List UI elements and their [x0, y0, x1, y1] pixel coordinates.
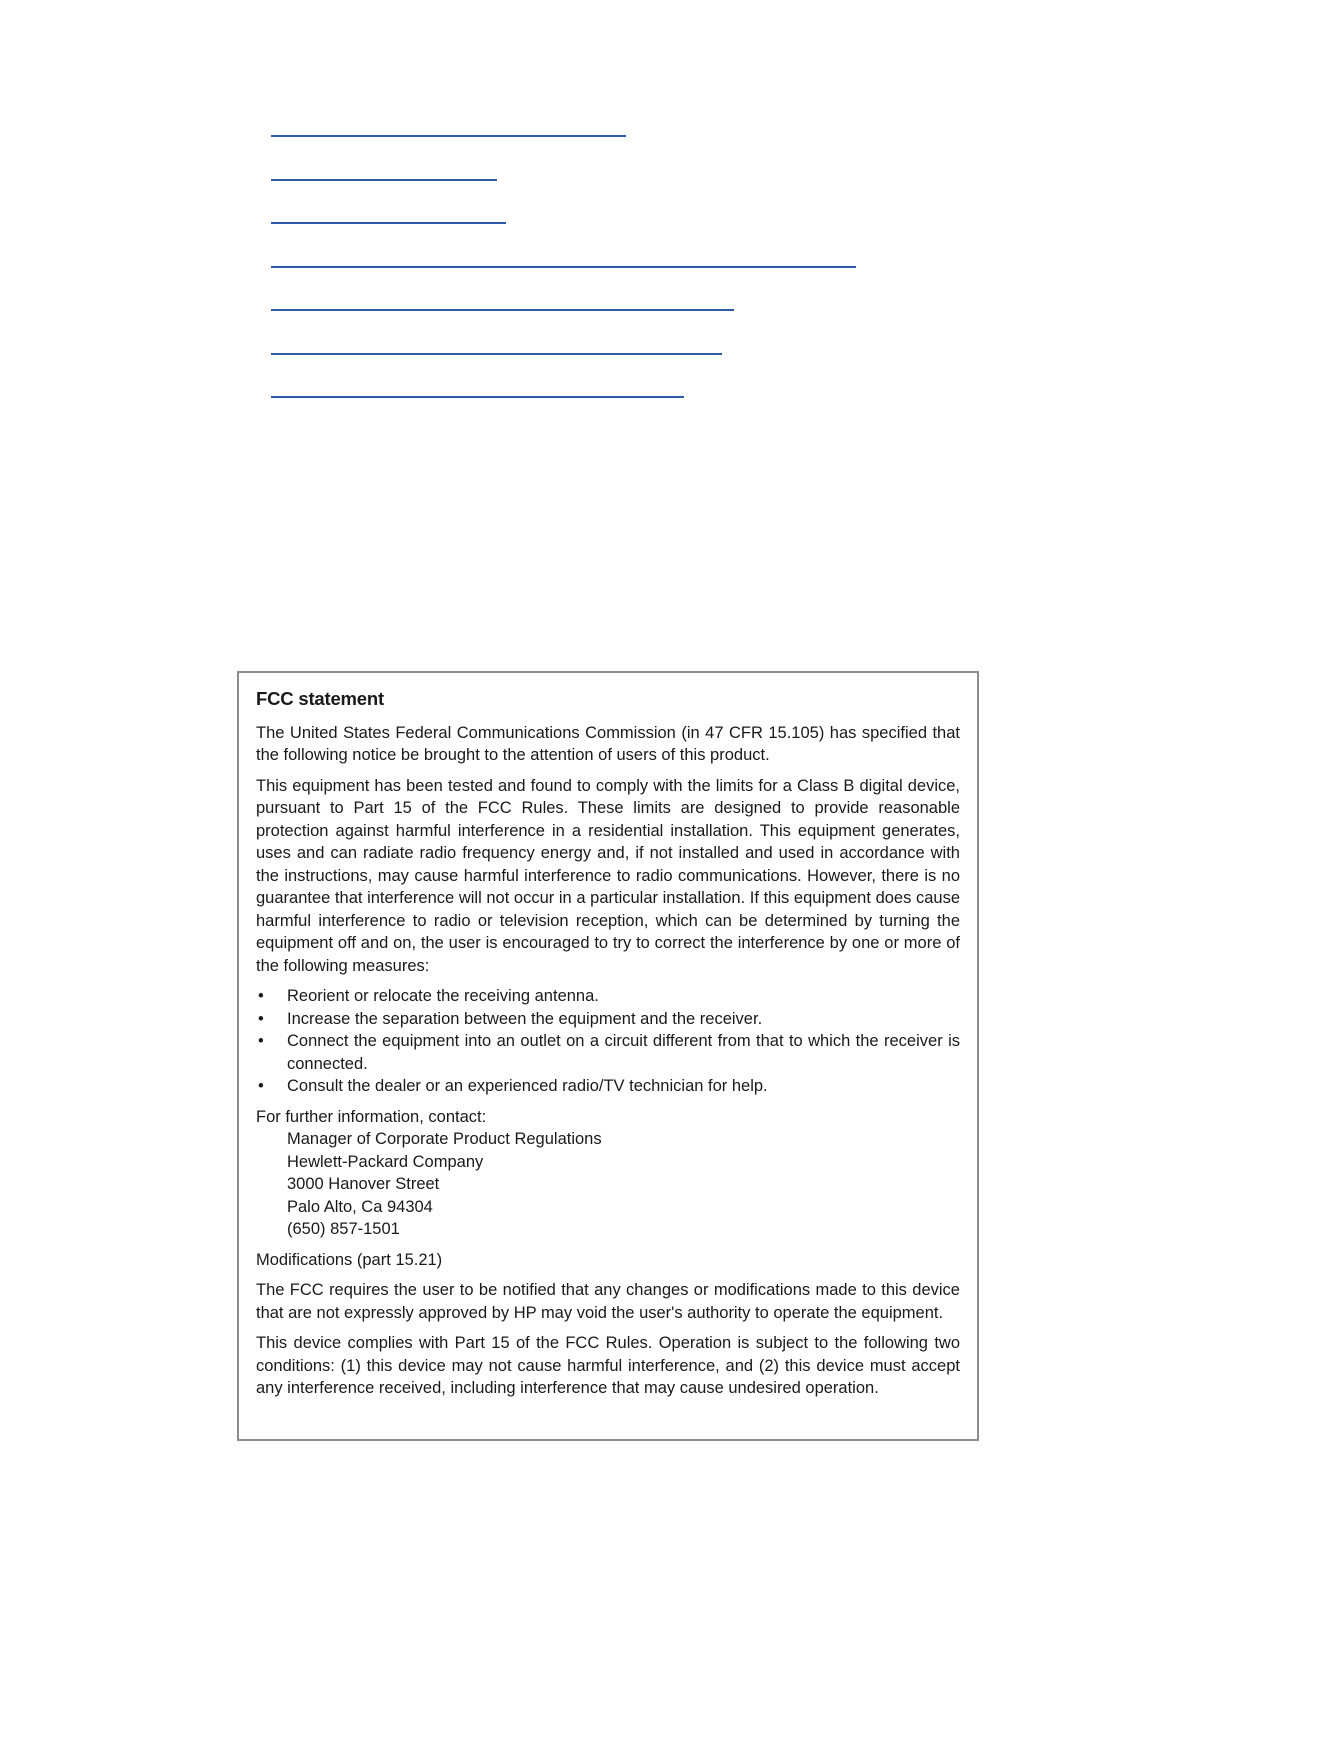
- measure-text: Increase the separation between the equipment and the receiver.: [287, 1009, 763, 1028]
- link-1[interactable]: [271, 135, 626, 137]
- list-item: [256, 1030, 960, 1075]
- intro-paragraph: The United States Federal Communications Commission (in 47 CFR 15.105) has specified that the following notice be brought to the attention of users of this product.: [256, 723, 960, 764]
- contact-address: [256, 1128, 960, 1241]
- link-list: [271, 135, 856, 440]
- bullet-icon: •: [258, 1009, 264, 1028]
- bullet-icon: •: [258, 987, 264, 1005]
- contact-line: Hewlett-Packard Company: [287, 1152, 484, 1171]
- measure-text: Consult the dealer or an experienced radio/TV technician for help.: [287, 1077, 768, 1095]
- link-7[interactable]: [271, 396, 684, 398]
- contact-line: (650) 857-1501: [287, 1220, 400, 1238]
- link-5[interactable]: [271, 309, 734, 311]
- list-item: [256, 985, 960, 1008]
- measure-text: Reorient or relocate the receiving antenna.: [287, 987, 599, 1005]
- measure-text: Connect the equipment into an outlet on a circuit different from that to which the receiver is connected.: [287, 1032, 960, 1073]
- link-4[interactable]: [271, 266, 856, 268]
- modifications-paragraph: The FCC requires the user to be notified that any changes or modifications made to this device that are not expressly approved by HP may void the user's authority to operate the equipment.: [256, 1281, 960, 1322]
- measures-list: [256, 985, 960, 1098]
- link-3[interactable]: [271, 222, 506, 224]
- list-item: [256, 1008, 960, 1031]
- fcc-statement-box: [237, 671, 979, 1441]
- contact-heading: For further information, contact:: [256, 1107, 487, 1126]
- body-paragraph: This equipment has been tested and found to comply with the limits for a Class B digital device, pursuant to Part 15 of the FCC Rules. These limits are designed to provide reasonable protection against harmful interference in a residential installation. This equipment generates, uses and can radiate radio frequency energy and, if not installed and used in accordance with the instructions, may cause harmful interference to radio communications. However, there is no guarantee that interference will not occur in a particular installation. If this equipment does cause harmful interference to radio or television reception, which can be determined by turning the equipment off and on, the user is encouraged to try to correct the interference by one or more of the following measures:: [256, 776, 960, 975]
- link-6[interactable]: [271, 353, 722, 355]
- bullet-icon: •: [258, 1032, 264, 1050]
- bullet-icon: •: [258, 1077, 264, 1095]
- contact-line: 3000 Hanover Street: [287, 1175, 440, 1193]
- compliance-paragraph: This device complies with Part 15 of the FCC Rules. Operation is subject to the following two conditions: (1) this device may not cause harmful interference, and (2) this device must accept any interference received, including interference that may cause undesired operation.: [256, 1334, 960, 1397]
- notice-title: FCC statement: [256, 688, 384, 709]
- list-item: [256, 1075, 960, 1098]
- link-2[interactable]: [271, 179, 497, 181]
- modifications-heading: Modifications (part 15.21): [256, 1250, 443, 1269]
- contact-line: Palo Alto, Ca 94304: [287, 1197, 433, 1216]
- contact-line: Manager of Corporate Product Regulations: [287, 1130, 602, 1148]
